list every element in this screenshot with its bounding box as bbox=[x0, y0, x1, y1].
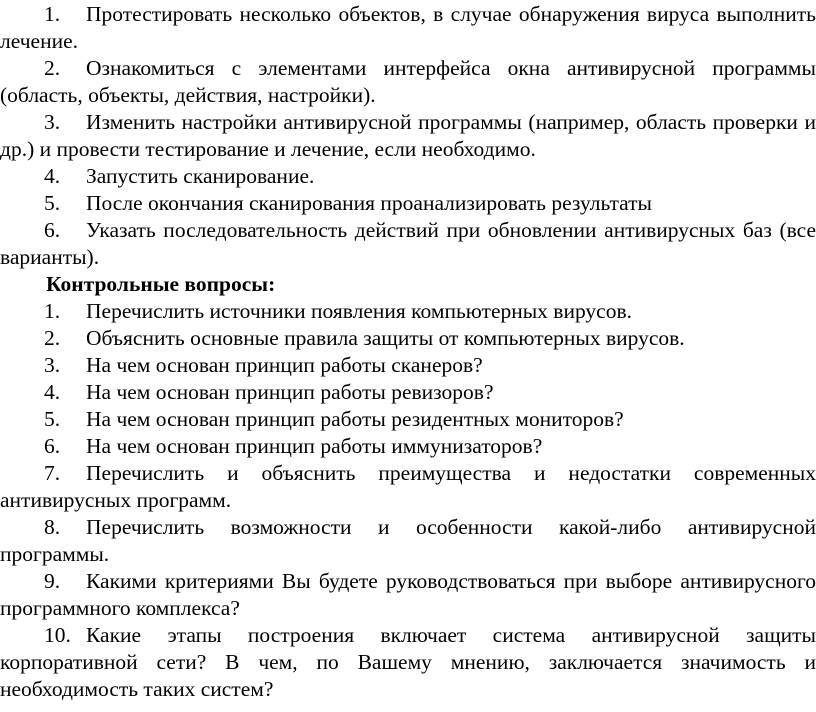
item-number: 5. bbox=[44, 407, 61, 431]
item-number: 10. bbox=[44, 623, 71, 647]
task-item bbox=[0, 109, 816, 163]
item-text: На чем основан принцип работы иммунизаторов? bbox=[86, 434, 543, 458]
question-item bbox=[0, 433, 816, 460]
question-item bbox=[0, 325, 816, 352]
question-item bbox=[0, 514, 816, 568]
item-number: 8. bbox=[44, 515, 61, 539]
question-item bbox=[0, 352, 816, 379]
question-item bbox=[0, 298, 816, 325]
item-text: Изменить настройки антивирусной программы (например, область проверки и др.) и провести тестирование и лечение, если необходимо. bbox=[0, 110, 816, 161]
item-number: 6. bbox=[44, 434, 61, 458]
item-number: 3. bbox=[44, 110, 61, 134]
item-text: На чем основан принцип работы резидентных мониторов? bbox=[86, 407, 624, 431]
item-number: 2. bbox=[44, 326, 61, 350]
item-number: 9. bbox=[44, 569, 61, 593]
item-number: 4. bbox=[44, 380, 61, 404]
item-text: Запустить сканирование. bbox=[86, 164, 315, 188]
item-text: Перечислить источники появления компьютерных вирусов. bbox=[86, 299, 633, 323]
item-number: 6. bbox=[44, 218, 61, 242]
question-item bbox=[0, 379, 816, 406]
item-text: Ознакомиться с элементами интерфейса окна антивирусной программы (область, объекты, действия, настройки). bbox=[0, 56, 816, 107]
item-text: На чем основан принцип работы ревизоров? bbox=[86, 380, 494, 404]
item-text: Перечислить и объяснить преимущества и недостатки современных антивирусных программ. bbox=[0, 461, 816, 512]
item-number: 1. bbox=[44, 2, 61, 26]
item-number: 5. bbox=[44, 191, 61, 215]
question-item bbox=[0, 460, 816, 514]
task-item bbox=[0, 217, 816, 271]
task-item bbox=[0, 55, 816, 109]
item-text: После окончания сканирования проанализировать результаты bbox=[86, 191, 652, 215]
item-number: 2. bbox=[44, 56, 61, 80]
item-text: Указать последовательность действий при обновлении антивирусных баз (все варианты). bbox=[0, 218, 816, 269]
item-number: 7. bbox=[44, 461, 61, 485]
item-text: На чем основан принцип работы сканеров? bbox=[86, 353, 483, 377]
task-item bbox=[0, 190, 816, 217]
question-item bbox=[0, 406, 816, 433]
item-number: 3. bbox=[44, 353, 61, 377]
task-item bbox=[0, 1, 816, 55]
questions-heading: Контрольные вопросы: bbox=[46, 272, 276, 296]
item-number: 1. bbox=[44, 299, 61, 323]
question-item bbox=[0, 622, 816, 703]
item-text: Перечислить возможности и особенности какой-либо антивирусной программы. bbox=[0, 515, 816, 566]
item-number: 4. bbox=[44, 164, 61, 188]
item-text: Протестировать несколько объектов, в случае обнаружения вируса выполнить лечение. bbox=[0, 2, 816, 53]
task-item bbox=[0, 163, 816, 190]
item-text: Объяснить основные правила защиты от компьютерных вирусов. bbox=[86, 326, 685, 350]
item-text: Какими критериями Вы будете руководствоваться при выборе антивирусного программного комплекса? bbox=[0, 569, 816, 620]
question-item bbox=[0, 568, 816, 622]
item-text: Какие этапы построения включает система антивирусной защиты корпоративной сети? В чем, по Вашему мнению, заключается значимость и необходимость таких систем? bbox=[0, 623, 816, 701]
